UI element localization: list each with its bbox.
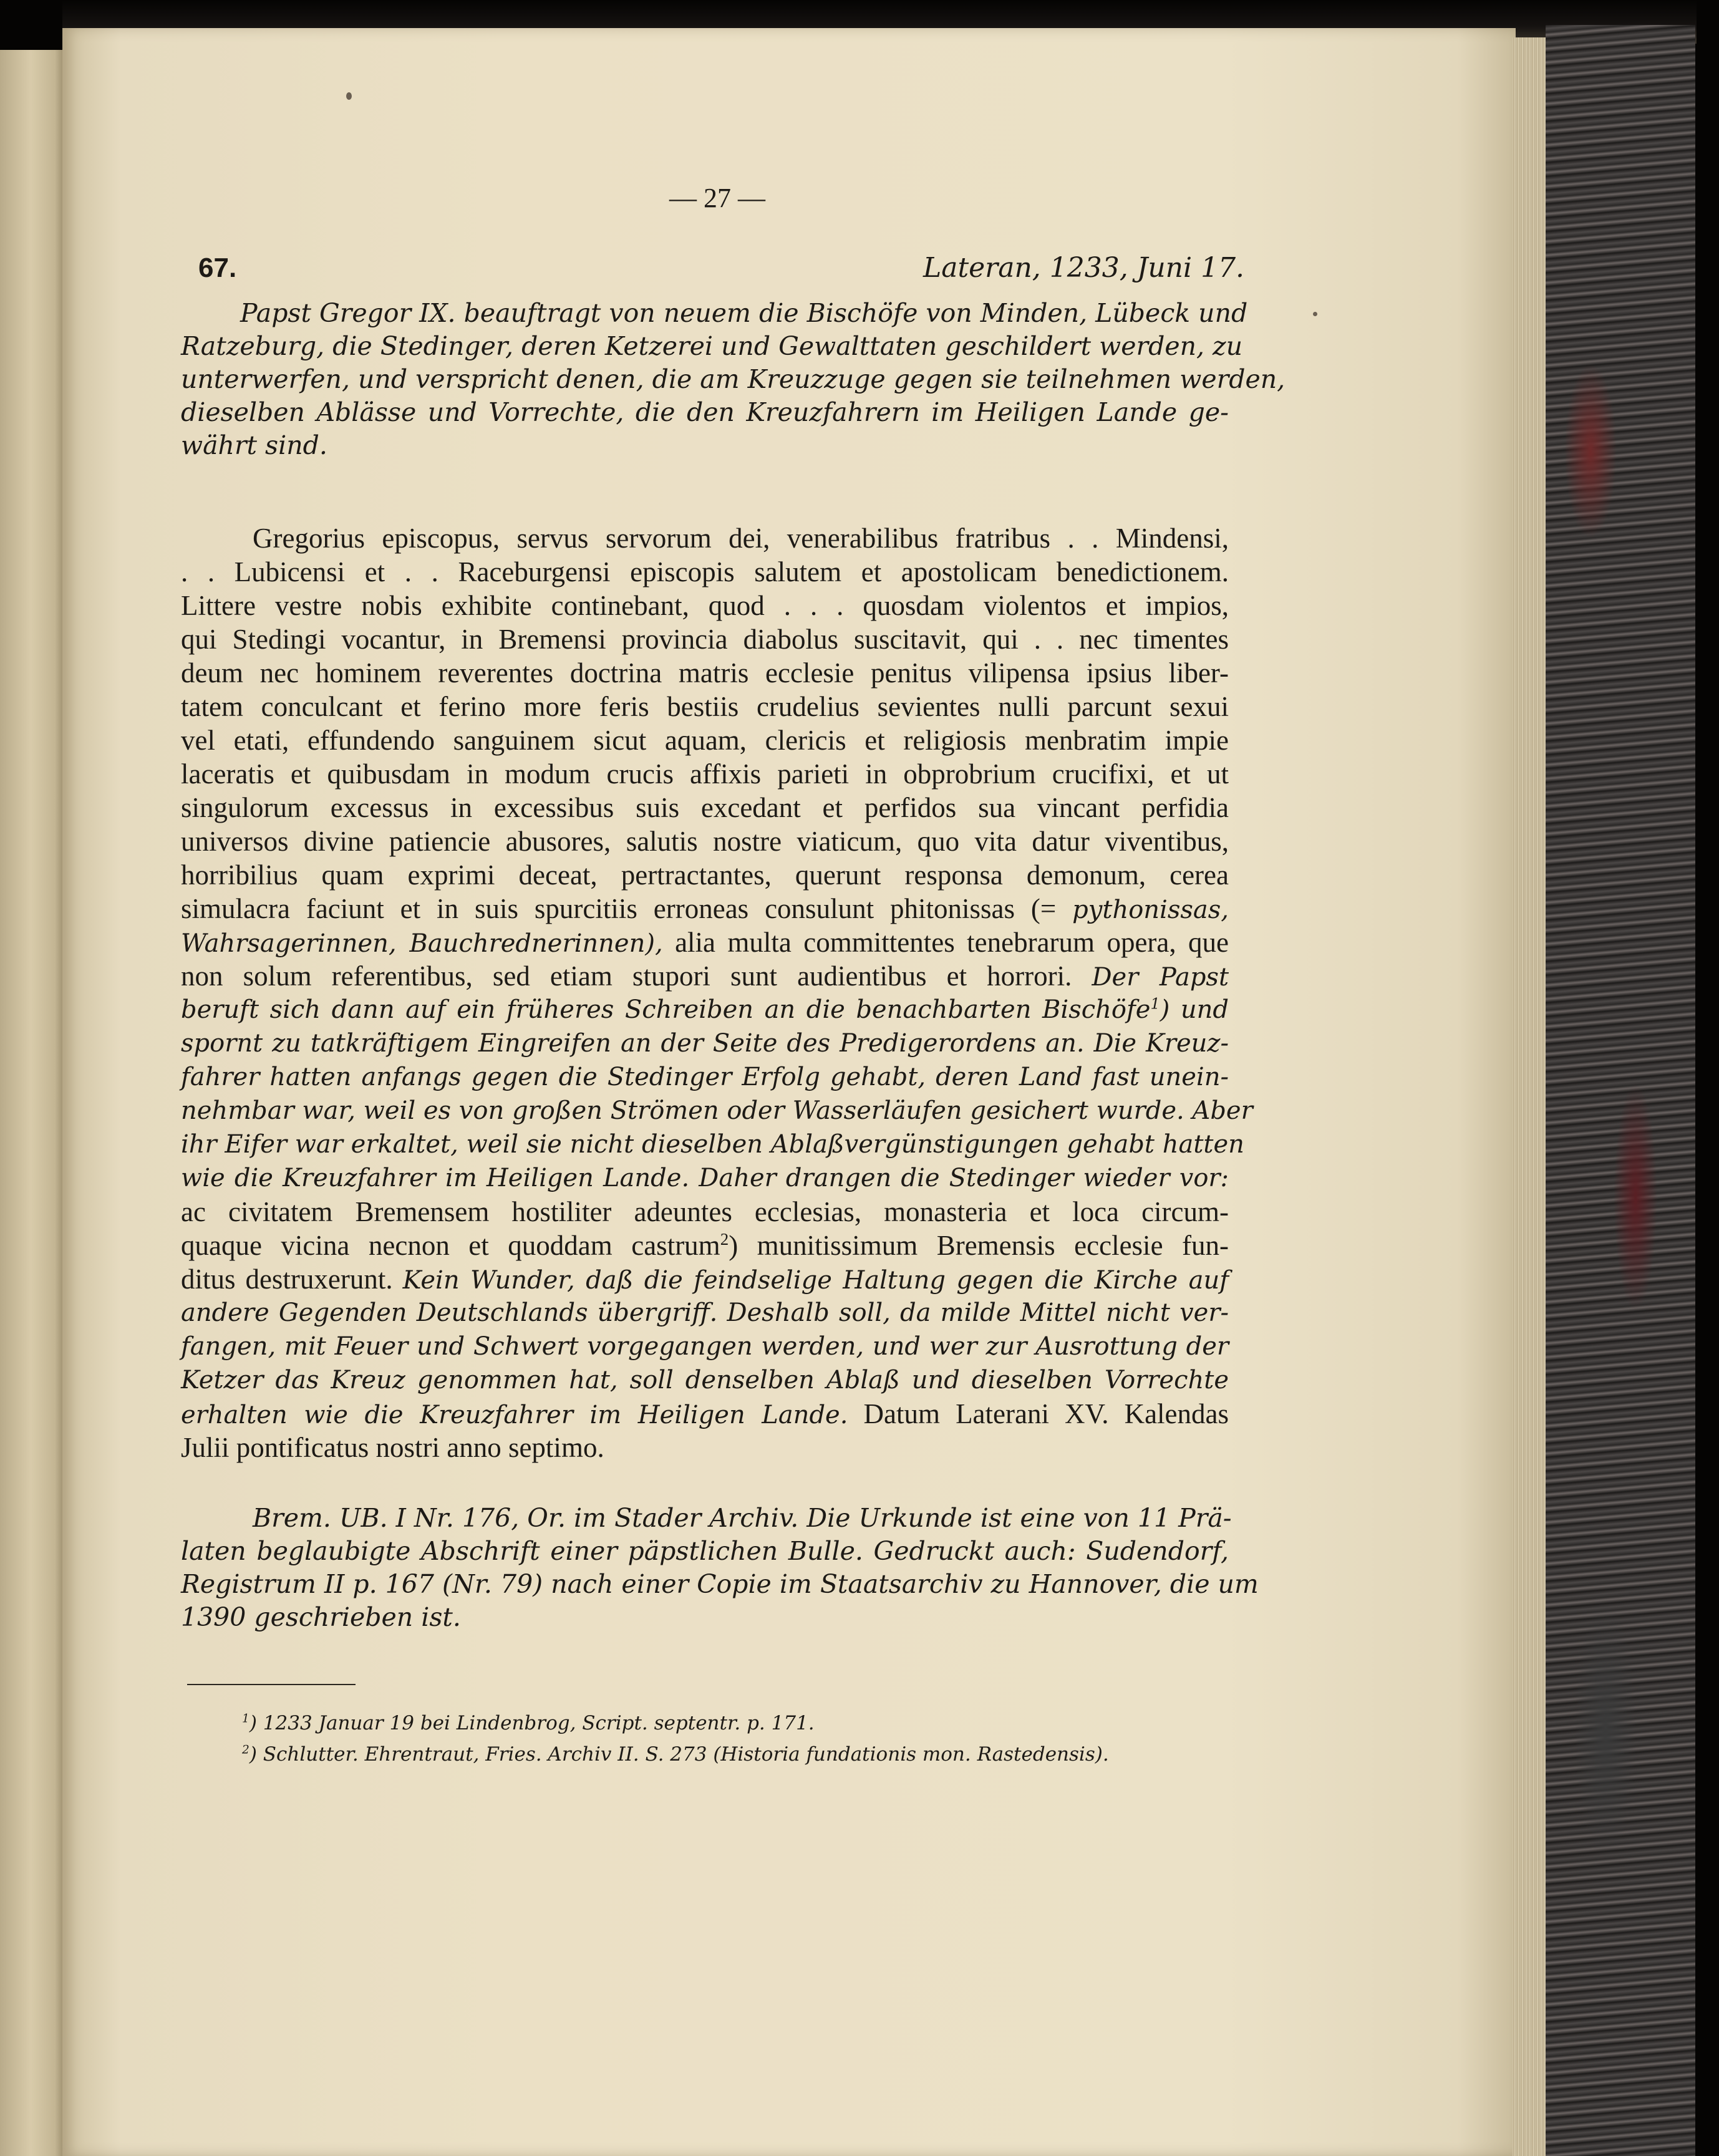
footnote xyxy=(242,1712,815,1734)
page-edges xyxy=(1513,37,1547,2156)
text-line: tatem conculcant et ferino more feris bestiis crudelius sevientes nulli parcunt sexui xyxy=(181,691,1229,722)
document-number: 67. xyxy=(198,253,237,283)
german-segment: beruft sich dann auf ein früheres Schreiben an die benachbarten Bischöfe xyxy=(181,995,1151,1024)
text-line: ihr Eifer war erkaltet, weil sie nicht dieselben Ablaßvergünstigungen gehabt hatten xyxy=(181,1130,1244,1159)
text-line xyxy=(181,1262,1229,1296)
text-line: spornt zu tatkräftigem Eingreifen an der Seite des Predigerordens an. Die Kreuz- xyxy=(181,1029,1229,1058)
regest-line: unterwerfen, und verspricht denen, die am Kreuzzuge gegen sie teilnehmen werden, xyxy=(181,364,1286,394)
text-line: fahrer hatten anfangs gegen die Stedinger Erfolg gehabt, deren Land fast unein- xyxy=(181,1063,1229,1091)
source-line: Brem. UB. I Nr. 176, Or. im Stader Archiv. Die Urkunde ist eine von 11 Prä- xyxy=(253,1503,1232,1533)
latin-segment: alia multa committentes tenebrarum opera, que xyxy=(675,927,1229,958)
footnote-mark: 1 xyxy=(242,1712,249,1726)
latin-segment: non solum referentibus, sed etiam stupori sunt audientibus et horrori. xyxy=(181,960,1072,992)
german-segment: ) und xyxy=(1160,995,1229,1024)
latin-segment: ditus destruxerunt. xyxy=(181,1264,393,1295)
footnote-text: ) 1233 Januar 19 bei Lindenbrog, Script. septentr. p. 171. xyxy=(249,1712,815,1734)
document-place-date: Lateran, 1233, Juni 17. xyxy=(923,252,1245,284)
text-line: ac civitatem Bremensem hostiliter adeuntes ecclesias, monasteria et loca circum- xyxy=(181,1196,1229,1227)
text-line: Julii pontificatus nostri anno septimo. xyxy=(181,1432,604,1463)
text-line: Littere vestre nobis exhibite continebant, quod . . . quosdam violentos et impios, xyxy=(181,590,1229,621)
source-line: laten beglaubigte Abschrift einer päpstlichen Bulle. Gedruckt auch: Sudendorf, xyxy=(181,1536,1229,1566)
text-line: Gregorius episcopus, servus servorum dei, venerabilibus fratribus . . Mindensi, xyxy=(253,523,1229,554)
text-line xyxy=(181,926,1229,959)
german-segment: Der Papst xyxy=(1092,963,1229,992)
footnote-divider xyxy=(187,1684,356,1685)
regest-line: Ratzeburg, die Stedinger, deren Ketzerei und Gewalttaten geschildert werden, zu xyxy=(181,331,1243,361)
regest-summary xyxy=(181,297,1286,462)
source-note xyxy=(181,1502,1259,1634)
marbled-cover xyxy=(1546,25,1695,2156)
text-line: fangen, mit Feuer und Schwert vorgegangen werden, und wer zur Ausrottung der xyxy=(181,1332,1229,1361)
text-line: laceratis et quibusdam in modum crucis affixis parieti in obprobrium crucifixi, et ut xyxy=(181,758,1229,790)
text-line: qui Stedingi vocantur, in Bremensi provincia diabolus suscitavit, qui . . nec timentes xyxy=(181,624,1229,655)
paper-speck xyxy=(1313,312,1317,316)
german-segment: Wahrsagerinnen, Bauchrednerinnen), xyxy=(181,929,663,958)
text-line: andere Gegenden Deutschlands übergriff. Deshalb soll, da milde Mittel nicht ver- xyxy=(181,1298,1229,1327)
text-line xyxy=(181,959,1229,993)
footnote-mark: 2 xyxy=(242,1743,249,1757)
latin-segment: simulacra faciunt et in suis spurcitiis erroneas consulunt phitonissas (= xyxy=(181,893,1057,924)
text-line: Ketzer das Kreuz genommen hat, soll denselben Ablaß und dieselben Vorrechte xyxy=(181,1366,1229,1395)
source-line: Registrum II p. 167 (Nr. 79) nach einer Copie im Staatsarchiv zu Hannover, die um xyxy=(181,1569,1259,1599)
regest-line: währt sind. xyxy=(181,430,327,460)
text-line xyxy=(181,1397,1229,1431)
paper-speck xyxy=(346,92,352,100)
footnote-ref: 2 xyxy=(720,1230,729,1249)
source-line: 1390 geschrieben ist. xyxy=(181,1602,461,1632)
text-line: universos divine patiencie abusores, salutis nostre viaticum, quo vita datur viventibus, xyxy=(181,826,1229,857)
text-line xyxy=(181,993,1229,1027)
latin-segment: Datum Laterani XV. Kalendas xyxy=(863,1398,1229,1429)
footnote xyxy=(242,1743,1109,1766)
text-line: singulorum excessus in excessibus suis excedant et perfidos sua vincant perfidia xyxy=(181,792,1229,823)
text-line: vel etati, effundendo sanguinem sicut aquam, clericis et religiosis menbratim impie xyxy=(181,725,1229,756)
document-text xyxy=(181,521,1253,1464)
german-segment: erhalten wie die Kreuzfahrer im Heiligen Lande. xyxy=(181,1401,848,1429)
text-line xyxy=(181,892,1229,926)
text-line: . . Lubicensi et . . Raceburgensi episcopis salutem et apostolicam benedictionem. xyxy=(181,556,1229,587)
latin-segment: ) munitissimum Bremensis ecclesie fun- xyxy=(729,1230,1229,1261)
page-number: — 27 — xyxy=(669,183,765,213)
german-segment: pythonissas, xyxy=(1072,896,1229,924)
text-line: deum nec hominem reverentes doctrina matris ecclesie penitus vilipensa ipsius liber- xyxy=(181,657,1229,689)
latin-segment: quaque vicina necnon et quoddam castrum xyxy=(181,1230,720,1261)
regest-line: Papst Gregor IX. beauftragt von neuem die Bischöfe von Minden, Lübeck und xyxy=(240,298,1248,328)
footnote-ref: 1 xyxy=(1150,995,1160,1013)
left-page-edge xyxy=(0,50,69,2156)
text-line: wie die Kreuzfahrer im Heiligen Lande. Daher drangen die Stedinger wieder vor: xyxy=(181,1164,1229,1192)
text-line: horribilius quam exprimi deceat, pertractantes, querunt responsa demonum, cerea xyxy=(181,859,1229,891)
german-segment: Kein Wunder, daß die feindselige Haltung gegen die Kirche auf xyxy=(402,1266,1229,1295)
regest-line: dieselben Ablässe und Vorrechte, die den Kreuzfahrern im Heiligen Lande ge- xyxy=(181,397,1229,427)
text-line: nehmbar war, weil es von großen Strömen oder Wasserläufen gesichert wurde. Aber xyxy=(181,1096,1253,1125)
text-line xyxy=(181,1229,1229,1262)
footnote-text: ) Schlutter. Ehrentraut, Fries. Archiv II. S. 273 (Historia fundationis mon. Rastedensis). xyxy=(249,1743,1109,1766)
